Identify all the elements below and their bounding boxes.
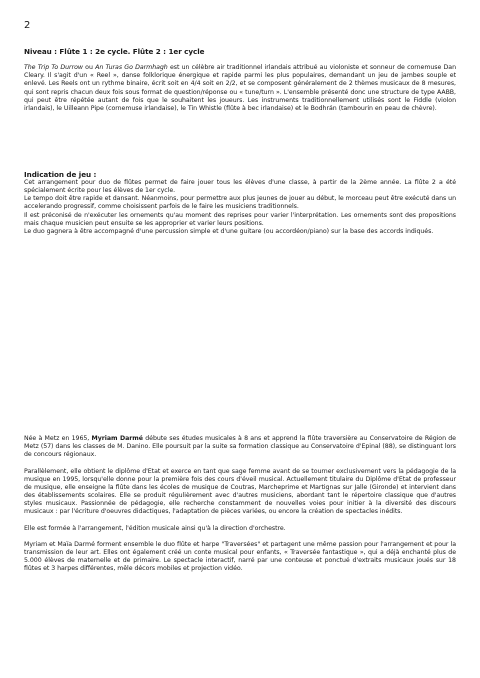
tune-title: The Trip To Durrow (24, 64, 83, 72)
bio-paragraph-1 (24, 435, 456, 459)
playing-paragraph-3: Il est préconisé de n'exécuter les ornements qu'au moment des reprises pour varier l'interprétation. Les ornements sont des propositions mais chaque musicien peut ensuite se les approprier et varier leurs positions. (24, 211, 456, 227)
playing-paragraph-4: Le duo gagnera à être accompagné d'une percussion simple et d'une guitare (ou accordéon/piano) sur la base des accords indiqués. (24, 227, 434, 235)
biography-section (24, 435, 456, 574)
playing-paragraph-2: Le tempo doit être rapide et dansant. Néanmoins, pour permettre aux plus jeunes de jouer au début, le morceau peut être exécuté dans un accelerando progressif, comme choisissent parfois de le faire les musiciens traditionnels. (24, 195, 456, 211)
bio-paragraph-3: Elle est formée à l'arrangement, l'édition musicale ainsi qu'à la direction d'orchestre. (24, 524, 286, 532)
level-section (24, 47, 456, 113)
playing-heading: Indication de jeu : (24, 170, 97, 179)
tune-description-text: est un célèbre air traditionnel irlandais attribué au violoniste et sonneur de cornemuse Dan Cleary. Il s'agit d'un « Reel », danse folklorique énergique et rapide parmi les plus populaires, demandant un jeu de jambes souple et enlevé. Les Reels ont un rythme binaire, écrit soit en 4/4 soit en 2/2, et se composent généralement de 2 thèmes musicaux de 8 mesures, qui sont repris chacun deux fois sous format de question/réponse ou « tune/turn ». L'ensemble présenté donc une structure de type AABB, qui peut être répétée autant de fois que le souhaitent les joueurs. Les instruments traditionnellement utilisés sont le Fiddle (violon irlandais), le Uilleann Pipe (cornemuse irlandaise), le Tin Whistle (flûte à bec irlandaise) et le Bodhrán (tambourin en peau de chèvre). (24, 64, 456, 112)
bio-paragraph-4: Myriam et Maïa Darmé forment ensemble le duo flûte et harpe "Traversées" et partagent une même passion pour l'arrangement et pour la transmission de leur art. Elles ont également créé un conte musical pour enfants, « Traversée fantastique », qui a déjà enchanté plus de 5.000 élèves de maternelle et de primaire. Le spectacle interactif, narré par une conteuse et ponctué d'extraits musicaux joués sur 18 flûtes et 3 harpes différentes, mêle décors mobiles et projection vidéo. (24, 540, 456, 573)
playing-section (24, 170, 456, 236)
level-heading: Niveau : Flûte 1 : 2e cycle. Flûte 2 : 1er cycle (24, 47, 205, 56)
tune-alt-title: An Turas Go Darmhagh (95, 64, 168, 72)
bio-text: débute ses études musicales à 8 ans et apprend la flûte traversière au Conservatoire de Région de Metz (57) dans les classes de M. Danino. Elle poursuit par la suite sa formation classique au Conservatoire d'Epinal (88), se distinguant lors de concours régionaux. (24, 435, 456, 459)
author-name: Myriam Darmé (91, 435, 143, 442)
playing-paragraph-1: Cet arrangement pour duo de flûtes permet de faire jouer tous les élèves d'une classe, à partir de la 2ème année. La flûte 2 a été spécialement écrite pour les élèves de 1er cycle. (24, 179, 456, 195)
bio-lead: Née à Metz en 1965, (24, 435, 92, 442)
tune-description (24, 64, 456, 113)
page-number: 2 (24, 20, 31, 31)
bio-paragraph-2: Parallèlement, elle obtient le diplôme d'Etat et exerce en tant que sage femme avant de se tourner exclusivement vers la pédagogie de la musique en 1995, lorsqu'elle donne pour la première fois des cours d'éveil musical. Actuellement titulaire du Diplôme d'Etat de professeur de musique, elle enseigne la flûte dans les écoles de musique de Coutras, Marcheprime et Martignas sur Jalle (Gironde) et intervient dans des établissements scolaires. Elle se produit régulièrement avec d'autres musiciens, abordant tant le répertoire classique que d'autres styles musicaux. Passionnée de pédagogie, elle recherche constamment de nouvelles voies pour initier à la diversité des discours musicaux : par l'écriture d'oeuvres didactiques, l'adaptation de pièces variées, ou encore la création de spectacles inédits. (24, 467, 456, 516)
tune-connector: ou (82, 64, 96, 72)
